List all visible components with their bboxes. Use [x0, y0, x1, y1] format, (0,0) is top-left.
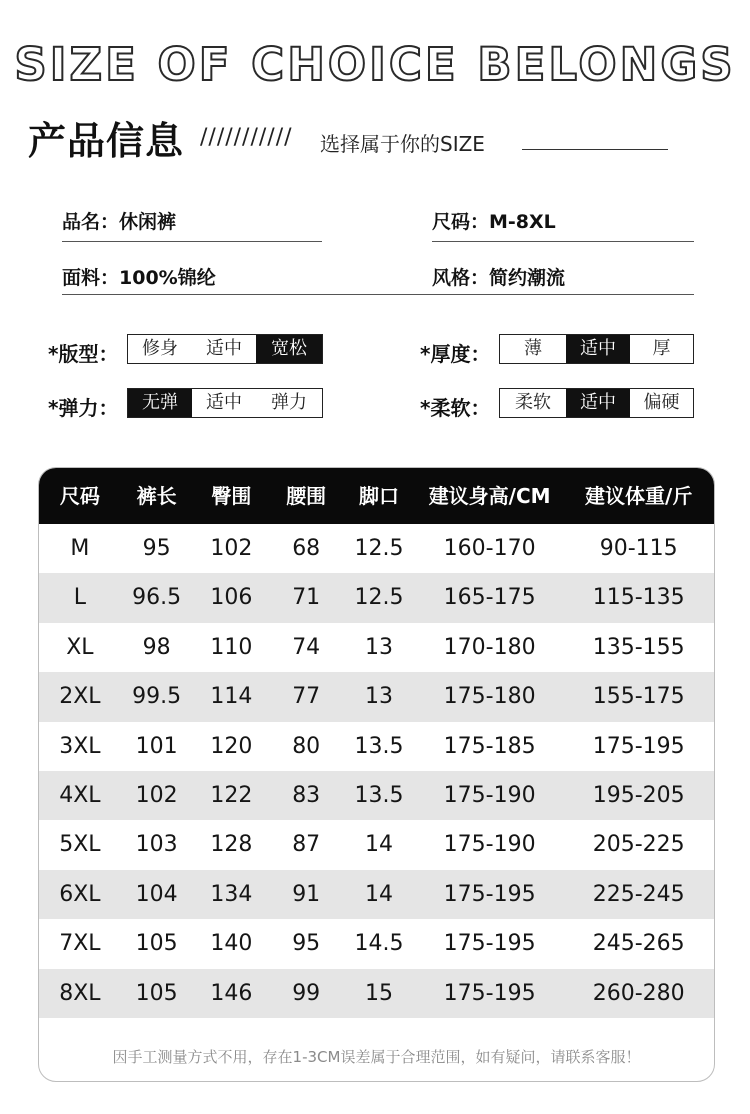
table-cell: 2XL	[59, 684, 101, 710]
thickness-option-group	[499, 334, 694, 364]
table-cell: 15	[364, 980, 393, 1006]
table-cell: 80	[292, 733, 321, 759]
table-row	[39, 722, 714, 771]
title-slashes: ///////////	[200, 125, 293, 150]
field-value: 简约潮流	[489, 267, 566, 289]
table-cell: 146	[210, 980, 253, 1006]
table-cell: 96.5	[132, 585, 182, 611]
table-cell: 14	[364, 832, 393, 858]
table-cell: 140	[210, 931, 253, 957]
column-header: 臀围	[211, 484, 252, 508]
option-thickness-thin[interactable]: 薄	[500, 335, 566, 363]
field-value: 100%锦纶	[119, 267, 216, 289]
table-cell: 175-185	[443, 733, 536, 759]
table-cell: 115-135	[592, 585, 685, 611]
table-cell: 14	[364, 881, 393, 907]
table-cell: 101	[135, 733, 178, 759]
table-cell: 12.5	[354, 585, 404, 611]
field-fabric	[62, 263, 216, 290]
attr-label-stretch: *弹力：	[48, 396, 119, 420]
size-table	[38, 467, 715, 1082]
table-cell: 68	[292, 536, 321, 561]
table-cell: 77	[292, 684, 321, 710]
table-cell: 225-245	[592, 881, 685, 907]
option-softness-soft[interactable]: 柔软	[500, 389, 566, 417]
table-cell: XL	[66, 634, 94, 660]
table-cell: 175-190	[443, 832, 536, 858]
table-header-row	[39, 468, 714, 524]
table-cell: 102	[135, 782, 178, 808]
table-cell: 90-115	[599, 536, 678, 561]
measurement-note: 因手工测量方式不用，存在1-3CM误差属于合理范围，如有疑问，请联系客服！	[112, 1048, 641, 1066]
table-cell: 175-195	[443, 881, 536, 907]
table-cell: 175-195	[443, 931, 536, 957]
divider	[432, 241, 694, 242]
field-style	[432, 263, 565, 290]
option-thickness-thick[interactable]: 厚	[630, 335, 693, 363]
table-row	[39, 573, 714, 622]
field-value: M-8XL	[489, 211, 556, 233]
attr-label-fit: *版型：	[48, 342, 119, 366]
table-cell: 245-265	[592, 931, 685, 957]
table-cell: 175-195	[592, 733, 685, 759]
option-softness-medium[interactable]: 适中	[566, 389, 630, 417]
table-cell: 13	[364, 684, 393, 710]
table-cell: 134	[210, 881, 253, 907]
column-header: 建议体重/斤	[585, 484, 693, 508]
column-header: 脚口	[358, 484, 399, 508]
option-thickness-medium[interactable]: 适中	[566, 335, 630, 363]
column-header: 建议身高/CM	[428, 484, 551, 508]
table-cell: 120	[210, 733, 253, 759]
table-cell: 122	[210, 782, 253, 808]
table-cell: 175-190	[443, 782, 536, 808]
table-cell: 3XL	[59, 733, 101, 759]
table-cell: 160-170	[443, 536, 536, 561]
table-cell: 74	[292, 634, 321, 660]
option-fit-slim[interactable]: 修身	[128, 335, 192, 363]
table-row	[39, 919, 714, 968]
table-row	[39, 820, 714, 869]
table-cell: 13.5	[354, 733, 404, 759]
table-cell: 99	[292, 980, 321, 1006]
table-cell: 102	[210, 536, 253, 561]
table-cell: 87	[292, 832, 321, 858]
option-stretch-high[interactable]: 弹力	[256, 389, 322, 417]
table-cell: 12.5	[354, 536, 404, 561]
table-cell: 106	[210, 585, 253, 611]
field-label: 面料：	[62, 267, 120, 289]
table-cell: 91	[292, 881, 321, 907]
section-subtitle: 选择属于你的SIZE	[320, 132, 485, 156]
table-cell: 128	[210, 832, 253, 858]
table-body	[39, 524, 714, 1018]
table-cell: 98	[142, 634, 171, 660]
table-cell: 110	[210, 634, 253, 660]
table-cell: 195-205	[592, 782, 685, 808]
table-cell: 95	[142, 536, 171, 561]
table-cell: L	[73, 585, 86, 611]
table-cell: 8XL	[59, 980, 101, 1006]
banner-heading: SIZE OF CHOICE BELONGS	[14, 38, 736, 91]
fit-option-group	[127, 334, 323, 364]
table-cell: 14.5	[354, 931, 404, 957]
attr-label-thickness: *厚度：	[420, 342, 491, 366]
table-row	[39, 771, 714, 820]
field-label: 风格：	[432, 267, 490, 289]
section-title: 产品信息	[28, 119, 185, 163]
table-cell: 165-175	[443, 585, 536, 611]
field-size-range	[432, 207, 556, 234]
table-row	[39, 524, 714, 573]
field-value: 休闲裤	[119, 211, 177, 233]
table-cell: 175-195	[443, 980, 536, 1006]
table-row	[39, 672, 714, 721]
table-cell: M	[70, 536, 90, 561]
table-cell: 114	[210, 684, 253, 710]
attr-label-softness: *柔软：	[420, 396, 491, 420]
option-softness-firm[interactable]: 偏硬	[630, 389, 693, 417]
table-cell: 260-280	[592, 980, 685, 1006]
field-label: 尺码：	[432, 211, 490, 233]
table-cell: 104	[135, 881, 178, 907]
table-cell: 103	[135, 832, 178, 858]
table-cell: 5XL	[59, 832, 101, 858]
table-cell: 95	[292, 931, 321, 957]
table-cell: 83	[292, 782, 321, 808]
column-header: 裤长	[136, 484, 177, 508]
stretch-option-group	[127, 388, 323, 418]
softness-option-group	[499, 388, 694, 418]
table-cell: 71	[292, 585, 321, 611]
table-cell: 205-225	[592, 832, 685, 858]
table-cell: 105	[135, 980, 178, 1006]
table-cell: 175-180	[443, 684, 536, 710]
table-cell: 13	[364, 634, 393, 660]
table-row	[39, 870, 714, 919]
option-stretch-medium[interactable]: 适中	[192, 389, 256, 417]
table-cell: 105	[135, 931, 178, 957]
table-row	[39, 969, 714, 1018]
column-header: 尺码	[59, 484, 100, 508]
option-fit-loose[interactable]: 宽松	[256, 335, 322, 363]
table-cell: 6XL	[59, 881, 101, 907]
table-cell: 135-155	[592, 634, 685, 660]
table-cell: 13.5	[354, 782, 404, 808]
table-cell: 7XL	[59, 931, 101, 957]
field-label: 品名：	[62, 211, 120, 233]
divider	[62, 294, 694, 295]
subtitle-underline	[522, 149, 668, 150]
table-row	[39, 623, 714, 672]
option-stretch-none[interactable]: 无弹	[128, 389, 192, 417]
field-product-name	[62, 207, 176, 234]
table-cell: 170-180	[443, 634, 536, 660]
column-header: 腰围	[286, 484, 327, 508]
table-cell: 155-175	[592, 684, 685, 710]
table-cell: 4XL	[59, 782, 101, 808]
divider	[62, 241, 322, 242]
table-cell: 99.5	[132, 684, 182, 710]
option-fit-regular[interactable]: 适中	[192, 335, 256, 363]
